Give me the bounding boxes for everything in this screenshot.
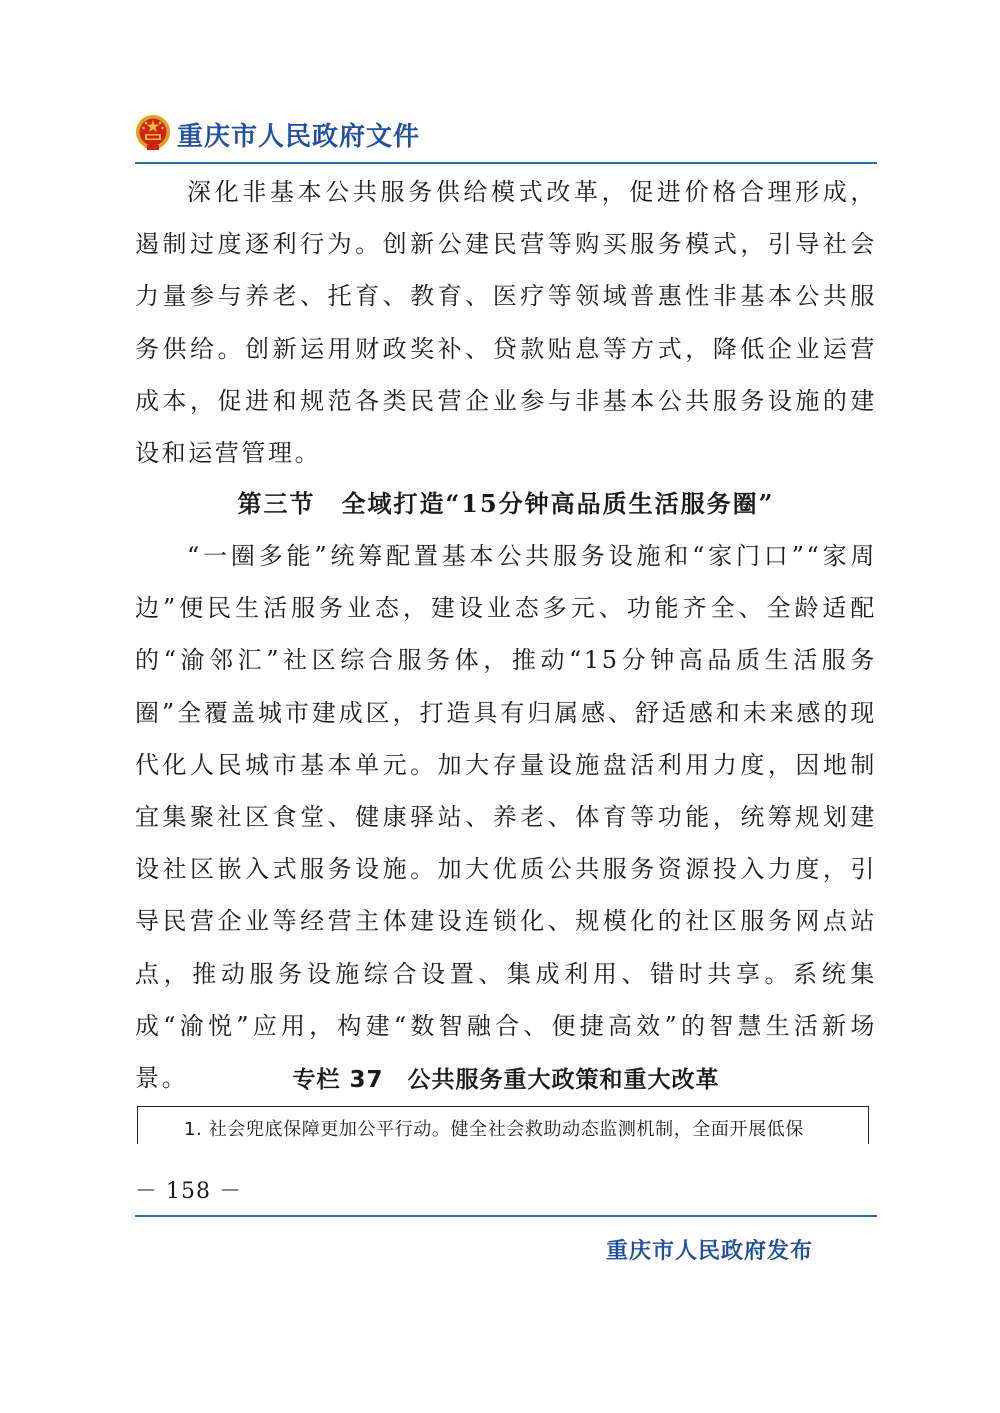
- national-emblem-icon: [135, 114, 171, 152]
- paragraph-service-supply-reform: 深化非基本公共服务供给模式改革，促进价格合理形成，遏制过度逐利行为。创新公建民营等购买服务模式，引导社会力量参与养老、托育、教育、医疗等领域普惠性非基本公共服务供给。创新运用财政奖补、贷款贴息等方式，降低企业运营成本，促进和规范各类民营企业参与非基本公共服务设施的建设和运营管理。: [135, 178, 877, 468]
- page-number: － 158 －: [135, 1179, 242, 1204]
- header-title: 重庆市人民政府文件: [177, 122, 421, 152]
- section-heading: 第三节 全域打造“15分钟高品质生活服务圈”: [237, 489, 775, 518]
- column-box-item: 1. 社会兜底保障更加公平行动。健全社会救助动态监测机制，全面开展低保: [184, 1119, 804, 1140]
- footer-divider: [135, 1215, 877, 1217]
- header-divider: [135, 162, 877, 164]
- document-header: [135, 112, 877, 162]
- paragraph-15-minute-service-circle: “一圈多能”统筹配置基本公共服务设施和“家门口”“家周边”便民生活服务业态，建设业态多元、功能齐全、全龄适配的“渝邻汇”社区综合服务体，推动“15分钟高品质生活服务圈”全覆盖城市建成区，打造具有归属感、舒适感和未来感的现代化人民城市基本单元。加大存量设施盘活利用力度，因地制宜集聚社区食堂、健康驿站、养老、体育等功能，统筹规划建设社区嵌入式服务设施。加大优质公共服务资源投入力度，引导民营企业等经营主体建设连锁化、规模化的社区服务网点站点，推动服务设施综合设置、集成利用、错时共享。系统集成“渝悦”应用，构建“数智融合、便捷高效”的智慧生活新场景。: [135, 542, 877, 1093]
- column-box-heading: 专栏 37 公共服务重大政策和重大改革: [292, 1067, 720, 1093]
- footer-publisher: 重庆市人民政府发布: [606, 1238, 814, 1264]
- column-box: [137, 1106, 869, 1144]
